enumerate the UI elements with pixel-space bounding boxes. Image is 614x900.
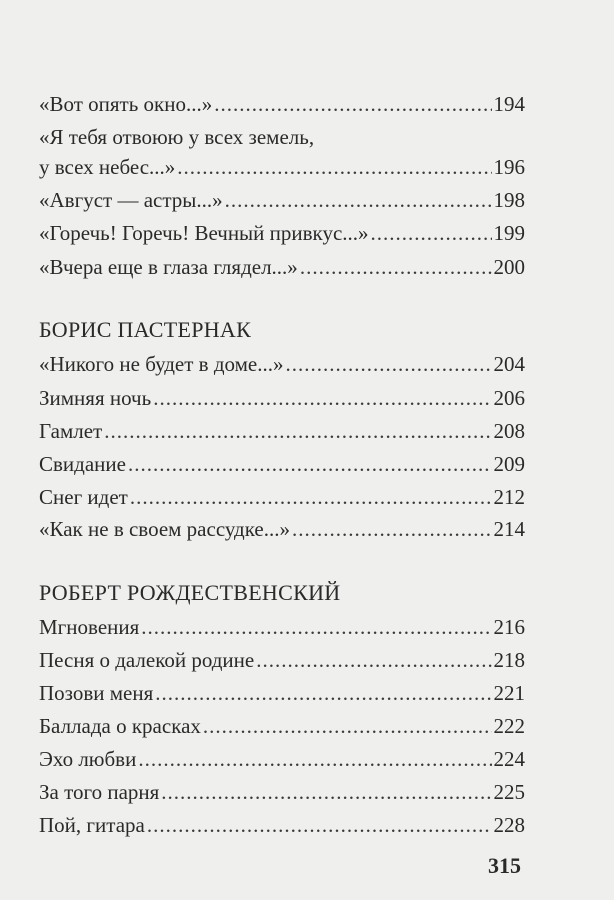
toc-entry-title: «Как не в своем рассудке...» (39, 517, 290, 541)
toc-entry-page: 225 (493, 780, 525, 804)
toc-entry-title: За того парня (39, 780, 160, 804)
dot-leader (161, 778, 491, 806)
page-number: 315 (488, 853, 521, 878)
toc-entry-title: Снег идет (39, 485, 128, 509)
toc-entry-title: Позови меня (39, 681, 154, 705)
toc-entry (39, 483, 525, 511)
toc-entry (39, 384, 525, 412)
toc-entry (39, 253, 525, 281)
dot-leader (203, 712, 492, 740)
toc-entry-page: 222 (493, 714, 525, 738)
toc-entry-title: Зимняя ночь (39, 386, 152, 410)
toc-entry-title: Эхо любви (39, 747, 137, 771)
toc-entry-title-continuation: у всех небес...» (39, 155, 176, 179)
dot-leader (155, 679, 491, 707)
toc-entry (39, 811, 525, 839)
toc-entry (39, 679, 525, 707)
dot-leader (104, 417, 491, 445)
toc-entry (39, 90, 525, 118)
toc-entry-page: 214 (493, 517, 525, 541)
dot-leader (130, 483, 492, 511)
toc-entry-title: «Вот опять окно...» (39, 92, 213, 116)
toc-entry-page: 224 (493, 747, 525, 771)
dot-leader (138, 745, 491, 773)
dot-leader (256, 646, 491, 674)
toc-entry-page: 208 (493, 419, 525, 443)
toc-entry-title: Мгновения (39, 615, 140, 639)
dot-leader (128, 450, 492, 478)
toc-entry (39, 219, 525, 247)
section-heading: РОБЕРТ РОЖДЕСТВЕНСКИЙ (39, 580, 341, 605)
dot-leader (292, 515, 492, 543)
toc-entry-title: «Я тебя отвоюю у всех земель, (39, 125, 315, 149)
dot-leader (286, 350, 492, 378)
toc-entry (39, 417, 525, 445)
toc-entry-page: 221 (493, 681, 525, 705)
toc-entry-page: 216 (493, 615, 525, 639)
dot-leader (147, 811, 492, 839)
toc-entry (39, 515, 525, 543)
toc-entry-title: «Никого не будет в доме...» (39, 352, 284, 376)
toc-entry-page: 206 (493, 386, 525, 410)
toc-entry (39, 186, 525, 214)
toc-entry-page: 212 (493, 485, 525, 509)
section-heading: БОРИС ПАСТЕРНАК (39, 317, 252, 342)
toc-entry-page: 209 (493, 452, 525, 476)
toc-entry (39, 646, 525, 674)
toc-entry-title: Пой, гитара (39, 813, 145, 837)
dot-leader (300, 253, 492, 281)
toc-entry (39, 450, 525, 478)
dot-leader (214, 90, 491, 118)
toc-entry-page: 198 (493, 188, 525, 212)
toc-entry-page: 218 (493, 648, 525, 672)
toc-entry-title: «Горечь! Горечь! Вечный привкус...» (39, 221, 369, 245)
toc-entry-title: Песня о далекой родине (39, 648, 255, 672)
dot-leader (177, 153, 491, 181)
toc-entry-page: 199 (493, 221, 525, 245)
dot-leader (153, 384, 491, 412)
toc-entry-title: «Вчера еще в глаза глядел...» (39, 255, 298, 279)
dot-leader (141, 613, 491, 641)
toc-entry-page: 200 (493, 255, 525, 279)
toc-entry-title: Гамлет (39, 419, 103, 443)
toc-entry-page: 204 (493, 352, 525, 376)
toc-entry (39, 153, 525, 181)
dot-leader (371, 219, 492, 247)
toc-entry-page: 196 (493, 155, 525, 179)
toc-entry (39, 350, 525, 378)
toc-entry (39, 613, 525, 641)
toc-entry-title: «Август — астры...» (39, 188, 223, 212)
toc-entry (39, 712, 525, 740)
toc-entry (39, 745, 525, 773)
toc-entry-title: Баллада о красках (39, 714, 201, 738)
toc-entry (39, 778, 525, 806)
toc-entry-page: 194 (493, 92, 525, 116)
dot-leader (225, 186, 492, 214)
toc-entry-page: 228 (493, 813, 525, 837)
toc-entry-title: Свидание (39, 452, 126, 476)
